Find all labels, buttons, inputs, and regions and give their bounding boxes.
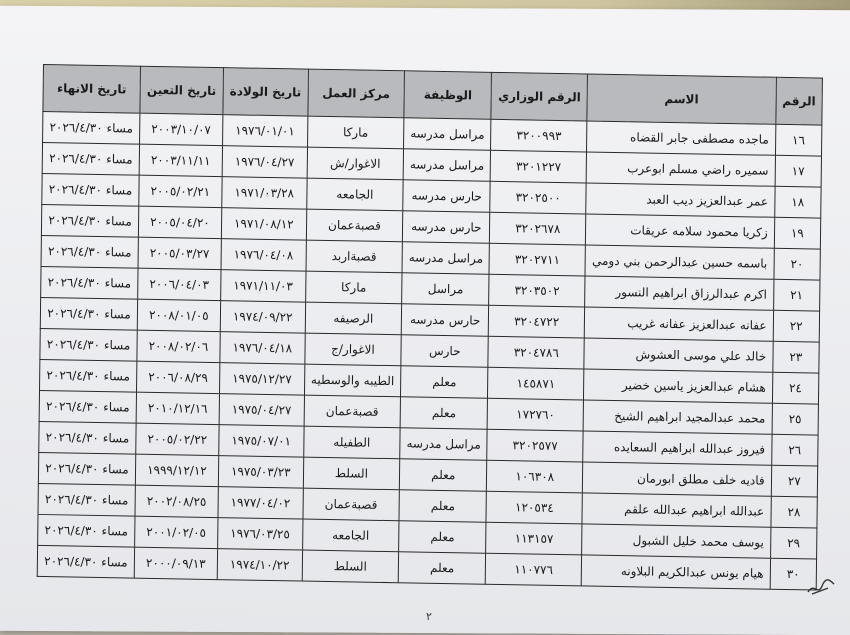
cell-appointment-date: ١٩٩٩/١٢/١٢ — [135, 454, 218, 486]
cell-ministry-id: ١١٣١٥٧ — [486, 522, 582, 555]
cell-birth-date: ١٩٧٤/٠٩/٢٢ — [220, 301, 305, 333]
cell-ministry-id: ٣٢٠٣٥٠٢ — [489, 274, 585, 307]
document-page — [0, 6, 850, 635]
cell-appointment-date: ٢٠٠٦/٠٨/٢٩ — [137, 361, 220, 393]
cell-work-center: الطفيله — [304, 426, 401, 459]
cell-name: محمد عبدالمجيد ابراهيم الشيخ — [583, 400, 772, 434]
cell-num: ١٨ — [774, 186, 821, 218]
cell-ministry-id: ١٢٠٥٣٤ — [486, 491, 582, 524]
cell-job: مراسل — [402, 273, 490, 306]
cell-job: معلم — [399, 490, 487, 523]
header-name: الاسم — [587, 74, 776, 124]
cell-ministry-id: ٣٢٠٢٥٠٠ — [490, 181, 586, 214]
cell-work-center: قصبةعمان — [306, 209, 403, 242]
cell-job: مراسل مدرسه — [400, 428, 488, 461]
cell-num: ٢٤ — [772, 372, 819, 404]
header-appointment-date: تاريخ التعين — [140, 66, 223, 114]
cell-end-date: مساء ٢٠٢٦/٤/٣٠ — [41, 266, 138, 299]
cell-name: عفانه عبدالعزيز عفانه غريب — [584, 307, 773, 341]
cell-end-date: مساء ٢٠٢٦/٤/٣٠ — [41, 204, 138, 237]
cell-appointment-date: ٢٠٠٦/٠٤/٠٣ — [138, 268, 221, 300]
cell-appointment-date: ٢٠٠٨/٠١/٠٥ — [137, 299, 220, 331]
header-end-date: تاريخ الانهاء — [43, 65, 141, 114]
cell-num: ١٧ — [775, 155, 822, 187]
cell-work-center: ماركا — [305, 271, 402, 304]
cell-num: ٢٨ — [771, 496, 818, 528]
cell-num: ٢٢ — [773, 310, 820, 342]
header-birth-date: تاريخ الولادة — [223, 68, 309, 116]
cell-job: حارس مدرسه — [402, 211, 490, 244]
signature-mark — [806, 576, 836, 598]
cell-name: زكريا محمود سلامه عريقات — [585, 214, 774, 248]
cell-name: فيروز عبدالله ابراهيم السعايده — [583, 431, 772, 465]
employees-table — [37, 64, 823, 591]
cell-birth-date: ١٩٧١/١١/٠٣ — [220, 270, 305, 302]
cell-name: يوسف محمد خليل الشبول — [582, 524, 771, 558]
cell-appointment-date: ٢٠٠٥/٠٣/٢٧ — [138, 237, 221, 269]
cell-end-date: مساء ٢٠٢٦/٤/٣٠ — [43, 112, 140, 145]
header-num: الرقم — [776, 77, 823, 125]
cell-end-date: مساء ٢٠٢٦/٤/٣٠ — [40, 359, 137, 392]
cell-job: حارس — [401, 335, 489, 368]
cell-birth-date: ١٩٧٥/٠٣/٢٣ — [218, 456, 303, 488]
cell-ministry-id: ٣٢٠٤٧٨٦ — [488, 336, 584, 369]
cell-work-center: السلط — [303, 457, 400, 490]
cell-num: ٢٧ — [771, 465, 818, 497]
cell-end-date: مساء ٢٠٢٦/٤/٣٠ — [40, 328, 137, 361]
cell-num: ٢٩ — [770, 527, 817, 559]
cell-name: عبدالله ابراهيم عبدالله علقم — [582, 493, 771, 527]
cell-job: مراسل مدرسه — [403, 149, 491, 182]
cell-end-date: مساء ٢٠٢٦/٤/٣٠ — [38, 452, 135, 485]
cell-appointment-date: ٢٠٠٣/١٠/٠٧ — [140, 113, 223, 145]
cell-birth-date: ١٩٧٦/٠٤/١٨ — [220, 332, 305, 364]
cell-job: مراسل مدرسه — [402, 242, 490, 275]
cell-appointment-date: ٢٠٠٠/٠٩/١٣ — [134, 547, 217, 579]
cell-birth-date: ١٩٧٦/٠٤/٢٧ — [222, 146, 307, 178]
cell-work-center: قصبةاربد — [306, 240, 403, 273]
cell-work-center: الاغوار/ش — [307, 147, 404, 180]
cell-appointment-date: ٢٠٠٥/٠٢/٢٢ — [136, 423, 219, 455]
cell-ministry-id: ١٧٢٧٦٠ — [488, 398, 584, 431]
cell-num: ٣٠ — [770, 558, 817, 590]
cell-birth-date: ١٩٧٧/٠٤/٠٢ — [218, 487, 303, 519]
cell-work-center: قصبةعمان — [304, 395, 401, 428]
cell-name: هيام يونس عبدالكريم البلاونه — [581, 555, 770, 589]
cell-job: مراسل مدرسه — [404, 118, 492, 151]
cell-birth-date: ١٩٧٦/٠٣/٢٥ — [217, 518, 302, 550]
cell-work-center: الطيبه والوسطيه — [304, 364, 401, 397]
cell-num: ٢٦ — [771, 434, 818, 466]
cell-name: اكرم عبدالرزاق ابراهيم النسور — [585, 276, 774, 310]
cell-ministry-id: ٣٢٠٢٧١١ — [489, 243, 585, 276]
cell-name: عمر عبدالعزيز ديب العبد — [586, 183, 775, 217]
cell-end-date: مساء ٢٠٢٦/٤/٣٠ — [39, 421, 136, 454]
cell-name: باسمه حسين عبدالرحمن بني دومي — [585, 245, 774, 279]
cell-num: ٢٣ — [772, 341, 819, 373]
cell-job: معلم — [398, 552, 486, 585]
cell-ministry-id: ٣٢٠٢٦٧٨ — [490, 212, 586, 245]
header-ministry-id: الرقم الوزاري — [491, 72, 587, 121]
cell-end-date: مساء ٢٠٢٦/٤/٣٠ — [38, 483, 135, 516]
cell-appointment-date: ٢٠١٠/١٢/١٦ — [136, 392, 219, 424]
cell-ministry-id: ١٠٦٣٠٨ — [487, 460, 583, 493]
cell-end-date: مساء ٢٠٢٦/٤/٣٠ — [42, 173, 139, 206]
cell-num: ١٦ — [775, 124, 822, 156]
cell-work-center: الجامعه — [302, 519, 399, 552]
cell-job: حارس مدرسه — [403, 180, 491, 213]
page-number: ٢ — [426, 610, 432, 624]
cell-work-center: قصبةعمان — [303, 488, 400, 521]
cell-job: معلم — [399, 521, 487, 554]
cell-work-center: الاغوار/ج — [305, 333, 402, 366]
cell-name: ماجده مصطفى جابر القضاه — [587, 121, 776, 155]
cell-ministry-id: ٣٢٠٠٩٩٣ — [491, 119, 587, 152]
cell-ministry-id: ١٤٥٨٧١ — [488, 367, 584, 400]
cell-appointment-date: ٢٠٠٣/١١/١١ — [139, 144, 222, 176]
cell-birth-date: ١٩٧١/٠٨/١٢ — [221, 208, 306, 240]
cell-name: فاديه خلف مطلق ابورمان — [582, 462, 771, 496]
cell-work-center: الجامعه — [307, 178, 404, 211]
cell-job: معلم — [399, 459, 487, 492]
cell-ministry-id: ١١٠٧٧٦ — [486, 553, 582, 586]
cell-job: معلم — [401, 366, 489, 399]
cell-birth-date: ١٩٧٥/٠٧/٠١ — [218, 425, 303, 457]
cell-end-date: مساء ٢٠٢٦/٤/٣٠ — [39, 390, 136, 423]
cell-end-date: مساء ٢٠٢٦/٤/٣٠ — [41, 235, 138, 268]
cell-appointment-date: ٢٠٠١/٠٢/٠٥ — [135, 516, 218, 548]
cell-name: خالد علي موسى العشوش — [584, 338, 773, 372]
cell-work-center: ماركا — [307, 116, 404, 149]
header-work-center: مركز العمل — [308, 69, 405, 118]
cell-appointment-date: ٢٠٠٨/٠٢/٠٦ — [137, 330, 220, 362]
cell-birth-date: ١٩٧٥/٠٤/٢٧ — [219, 394, 304, 426]
cell-appointment-date: ٢٠٠٥/٠٤/٢٠ — [138, 206, 221, 238]
cell-num: ٢٠ — [774, 248, 821, 280]
cell-work-center: الرصيفه — [305, 302, 402, 335]
cell-birth-date: ١٩٧٤/١٠/٢٢ — [217, 549, 302, 581]
cell-job: حارس مدرسه — [401, 304, 489, 337]
cell-birth-date: ١٩٧٥/١٢/٢٧ — [219, 363, 304, 395]
cell-appointment-date: ٢٠٠٢/٠٨/٢٥ — [135, 485, 218, 517]
cell-job: معلم — [400, 397, 488, 430]
cell-work-center: السلط — [302, 550, 399, 583]
cell-name: سميره راضي مسلم ابوعرب — [586, 152, 775, 186]
cell-appointment-date: ٢٠٠٥/٠٢/٢١ — [139, 175, 222, 207]
cell-ministry-id: ٣٢٠٤٧٢٢ — [489, 305, 585, 338]
cell-ministry-id: ٣٢٠٢٥٧٧ — [487, 429, 583, 462]
cell-birth-date: ١٩٧١/٠٣/٢٨ — [222, 177, 307, 209]
cell-num: ١٩ — [774, 217, 821, 249]
cell-end-date: مساء ٢٠٢٦/٤/٣٠ — [40, 297, 137, 330]
cell-end-date: مساء ٢٠٢٦/٤/٣٠ — [37, 545, 134, 578]
cell-end-date: مساء ٢٠٢٦/٤/٣٠ — [38, 514, 135, 547]
cell-num: ٢٥ — [772, 403, 819, 435]
cell-ministry-id: ٣٢٠١٢٢٧ — [491, 150, 587, 183]
cell-birth-date: ١٩٧٦/٠١/٠١ — [222, 115, 307, 147]
cell-birth-date: ١٩٧٦/٠٤/٠٨ — [221, 239, 306, 271]
cell-end-date: مساء ٢٠٢٦/٤/٣٠ — [42, 142, 139, 175]
cell-name: هشام عبدالعزيز ياسين خضير — [584, 369, 773, 403]
cell-num: ٢١ — [773, 279, 820, 311]
header-job: الوظيفة — [404, 71, 492, 120]
